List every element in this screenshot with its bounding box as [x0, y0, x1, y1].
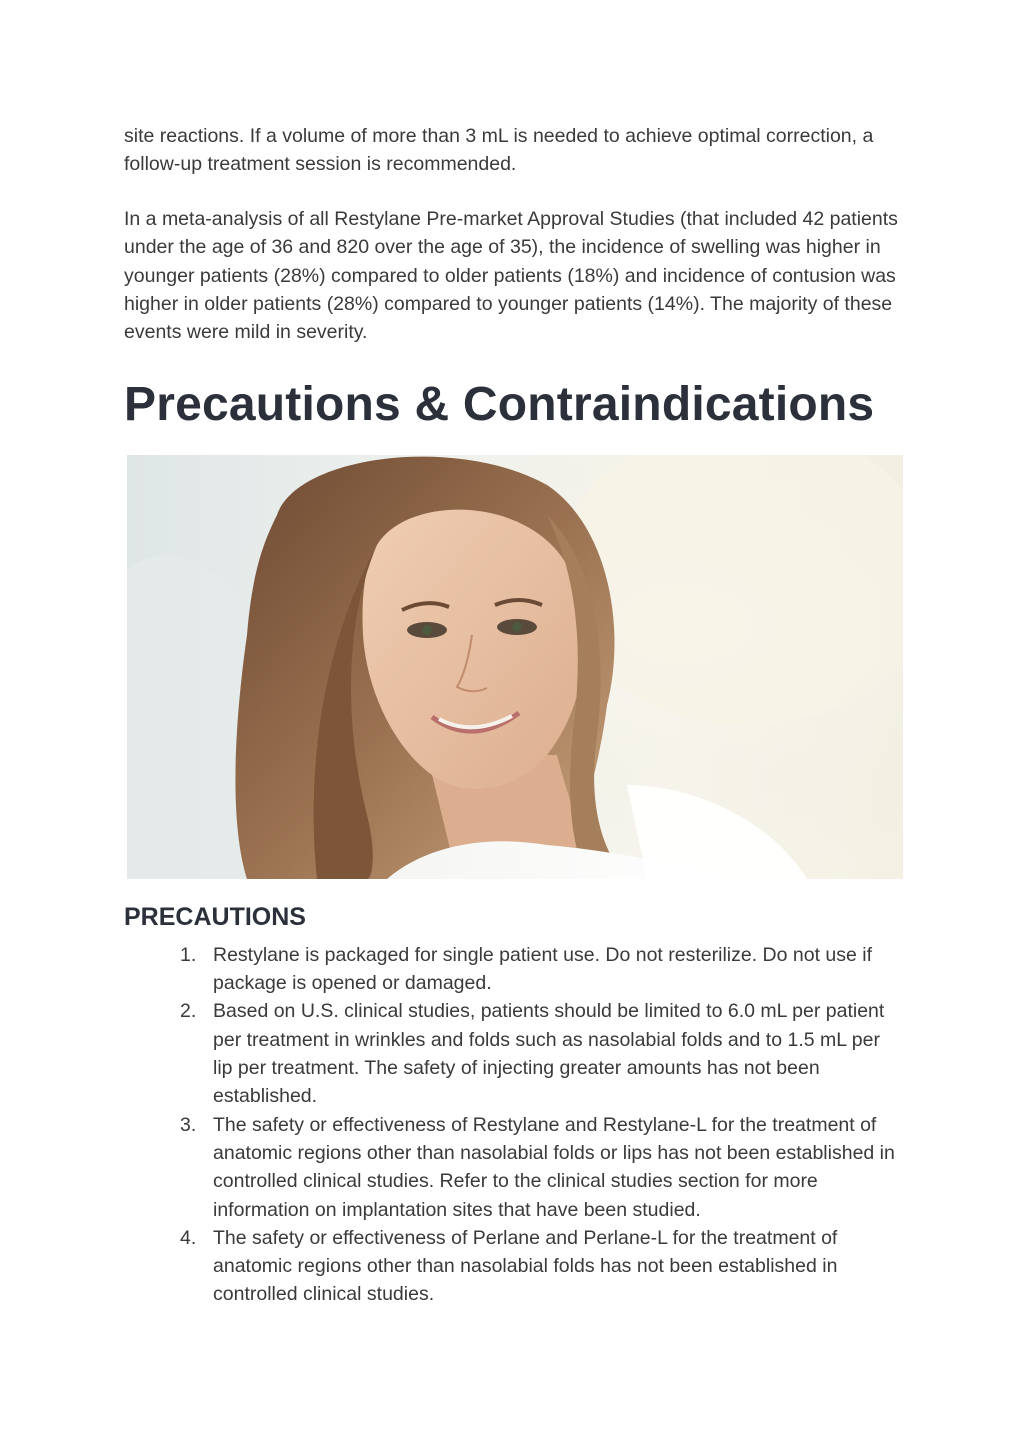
document-page — [124, 122, 904, 1309]
list-item-number: 3. — [180, 1113, 197, 1136]
body-paragraph: site reactions. If a volume of more than 3 mL is needed to achieve optimal correction, a follow-up treatment session is recommended. — [124, 125, 874, 176]
list-item-text: The safety or effectiveness of Restylane and Restylane-L for the treatment of anatomic regions other than nasolabial folds or lips has not been established in controlled clinical studies. Refer to the clinical studies section for more information on implantation sites that have been studied. — [213, 1113, 895, 1221]
list-item-number: 4. — [180, 1226, 197, 1249]
precautions-heading: PRECAUTIONS — [124, 902, 306, 931]
list-item — [124, 941, 904, 998]
list-item — [124, 1224, 904, 1309]
list-item-text: Restylane is packaged for single patient use. Do not resterilize. Do not use if package is opened or damaged. — [213, 943, 873, 995]
woman-portrait-image — [127, 455, 903, 879]
section-title: Precautions & Contraindications — [124, 377, 875, 431]
list-item-number: 2. — [180, 1000, 197, 1023]
list-item-text: The safety or effectiveness of Perlane and Perlane-L for the treatment of anatomic regions other than nasolabial folds has not been established in controlled clinical studies. — [213, 1226, 838, 1306]
body-paragraph: In a meta-analysis of all Restylane Pre-market Approval Studies (that included 42 patients under the age of 36 and 820 over the age of 35), the incidence of swelling was higher in younger patients (28%) compared to older patients (18%) and incidence of contusion was higher in older patients (28%) compared to younger patients (14%). The majority of these events were mild in severity. — [124, 207, 898, 344]
precautions-list — [124, 941, 904, 1309]
list-item — [124, 1111, 904, 1224]
list-item-number: 1. — [180, 943, 197, 966]
hero-photo — [127, 455, 903, 879]
list-item-text: Based on U.S. clinical studies, patients should be limited to 6.0 mL per patient per treatment in wrinkles and folds such as nasolabial folds and to 1.5 mL per lip per treatment. The safety of injecting greater amounts has not been established. — [213, 1000, 885, 1108]
list-item — [124, 997, 904, 1110]
